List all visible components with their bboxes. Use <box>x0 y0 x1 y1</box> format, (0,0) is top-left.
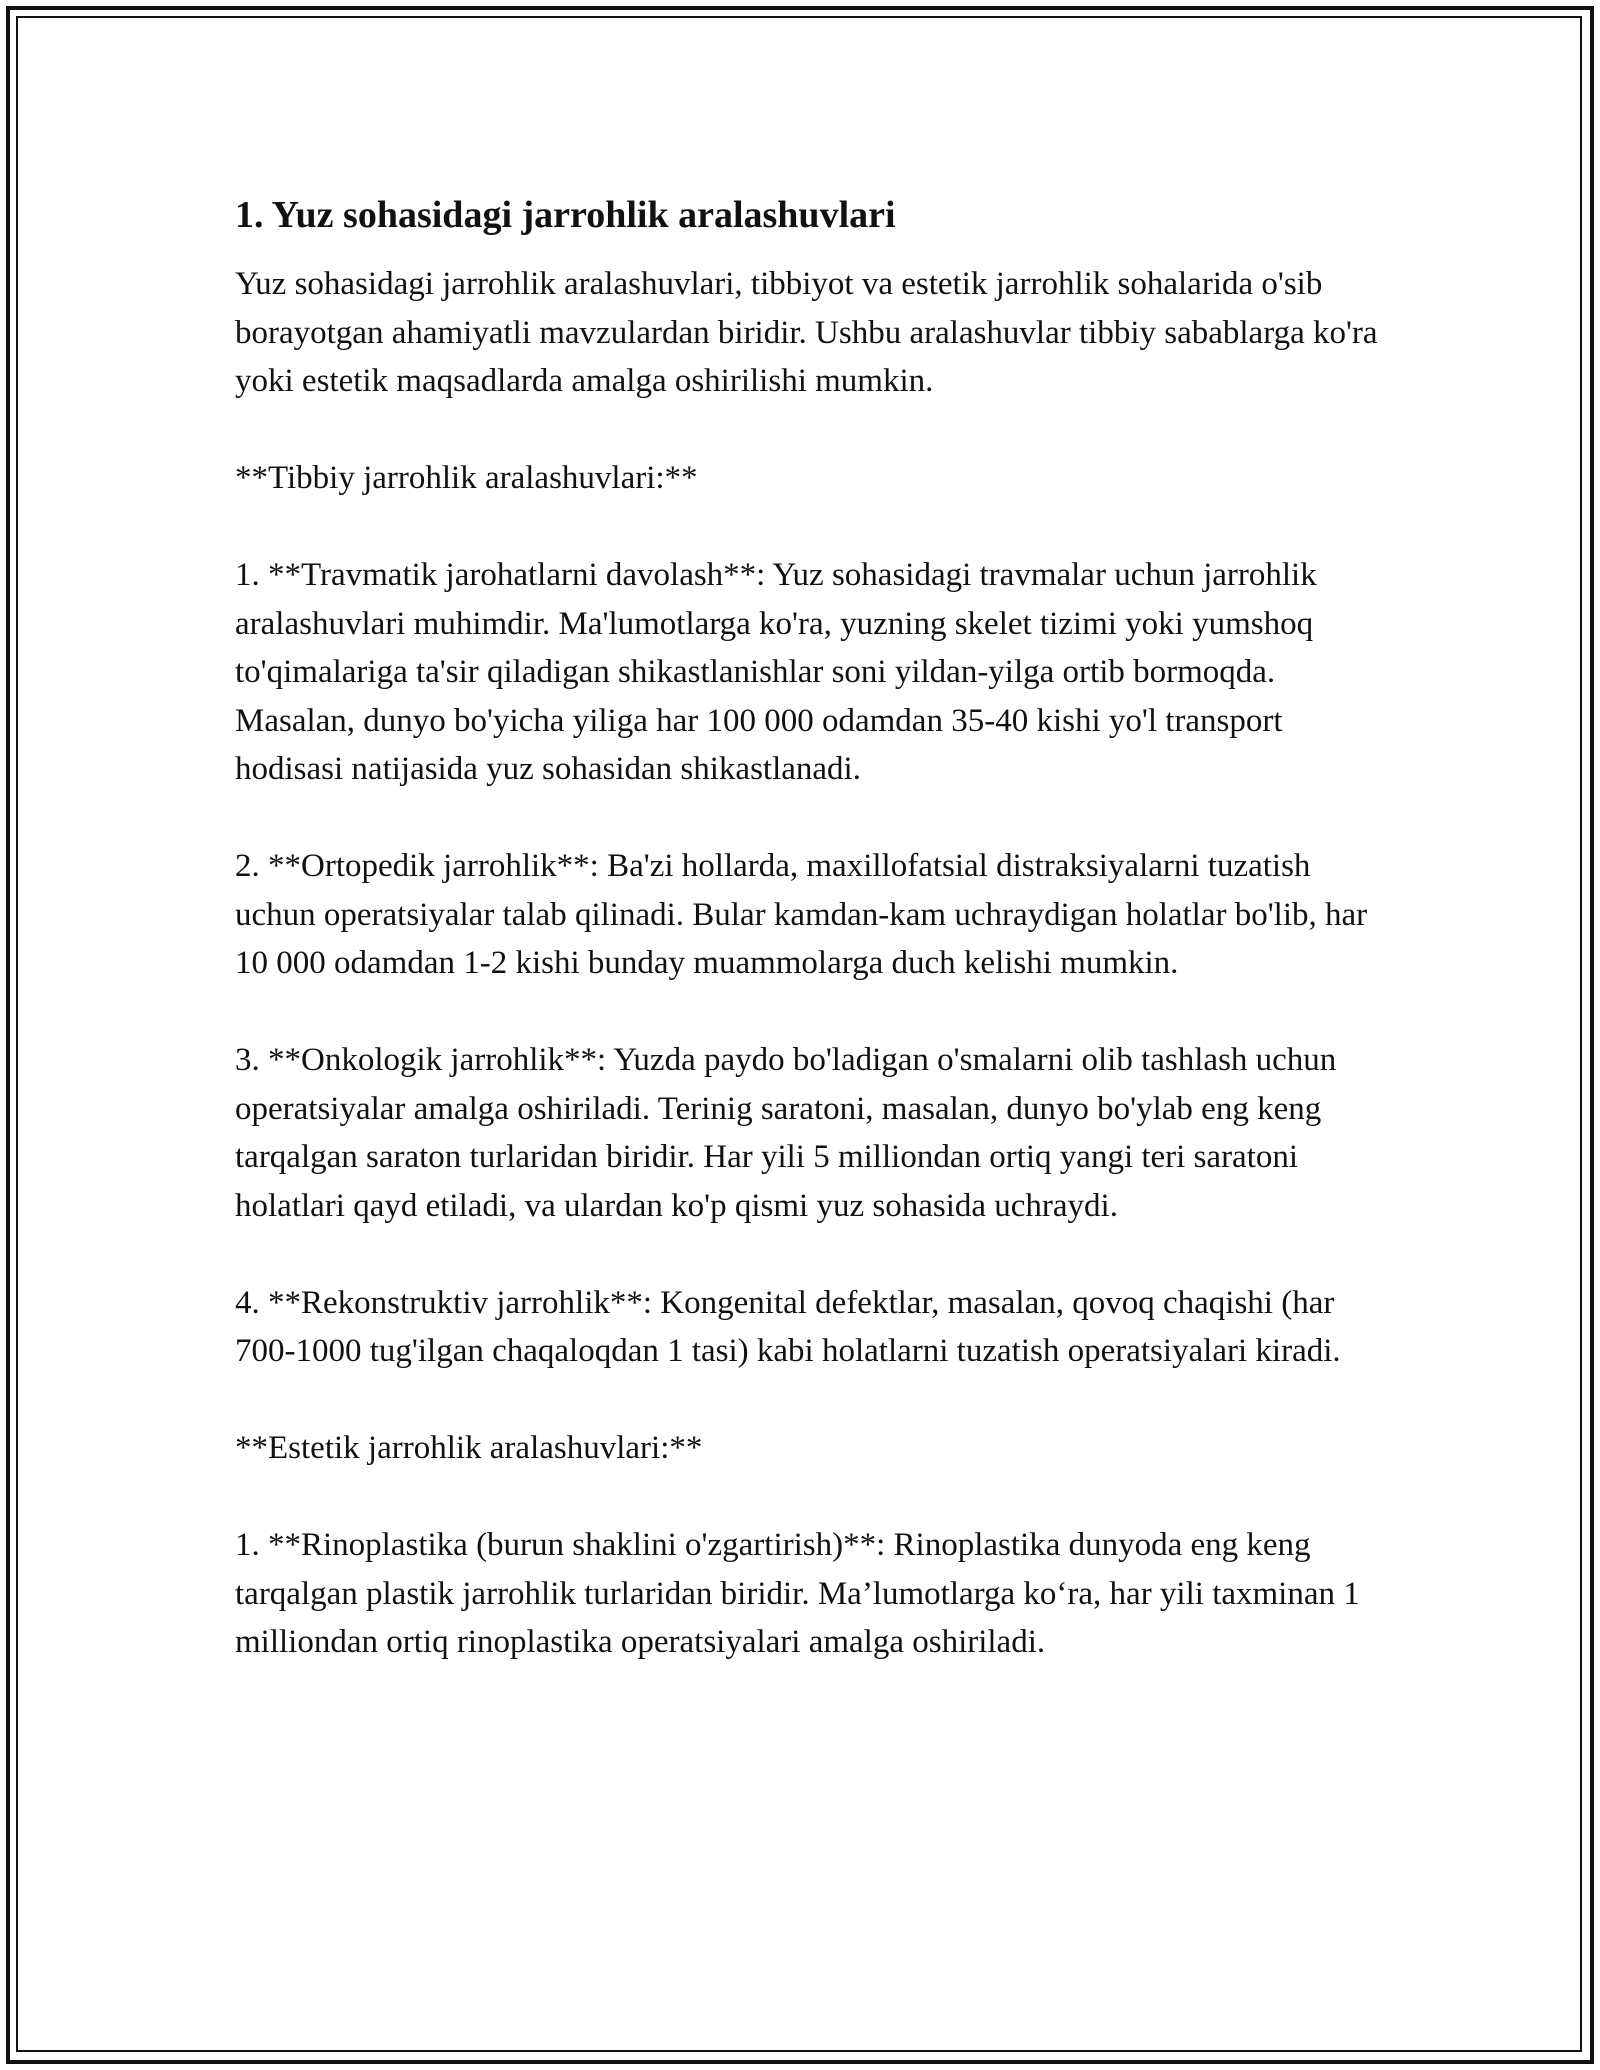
list-item-orthopedic: 2. **Ortopedik jarrohlik**: Ba'zi hollarda, maxillofatsial distraksiyalarni tuzatish uchun operatsiyalar talab qilinadi. Bular kamdan-kam uchraydigan holatlar bo'lib, har 10 000 odamdan 1-2 kishi bunday muammolarga duch kelishi mumkin. <box>235 848 1368 981</box>
list-item-trauma: 1. **Travmatik jarohatlarni davolash**: Yuz sohasidagi travmalar uchun jarrohlik aralashuvlari muhimdir. Ma'lumotlarga ko'ra, yuzning skelet tizimi yoki yumshoq to'qimalariga ta'sir qiladigan shikastlanishlar soni yildan-yilga ortib bormoqda. Masalan, dunyo bo'yicha yiliga har 100 000 odamdan 35-40 kishi yo'l transport hodisasi natijasida yuz sohasidan shikastlanadi. <box>235 557 1317 787</box>
list-item-rhinoplasty: 1. **Rinoplastika (burun shaklini o'zgartirish)**: Rinoplastika dunyoda eng keng tarqalgan plastik jarrohlik turlaridan biridir. Ma’lumotlarga ko‘ra, har yili taxminan 1 milliondan ortiq rinoplastika operatsiyalari amalga oshiriladi. <box>235 1527 1360 1660</box>
aesthetic-surgery-heading: **Estetik jarrohlik aralashuvlari:** <box>235 1430 703 1466</box>
medical-surgery-heading: **Tibbiy jarrohlik aralashuvlari:** <box>235 460 698 496</box>
list-item-oncology: 3. **Onkologik jarrohlik**: Yuzda paydo bo'ladigan o'smalarni olib tashlash uchun operatsiyalar amalga oshiriladi. Terinig saratoni, masalan, dunyo bo'ylab eng keng tarqalgan saraton turlaridan biridir. Har yili 5 milliondan ortiq yangi teri saratoni holatlari qayd etiladi, va ulardan ko'p qismi yuz sohasida uchraydi. <box>235 1042 1337 1224</box>
intro-paragraph: Yuz sohasidagi jarrohlik aralashuvlari, tibbiyot va estetik jarrohlik sohalarida o'sib borayotgan ahamiyatli mavzulardan biridir. Ushbu aralashuvlar tibbiy sabablarga ko'ra yoki estetik maqsadlarda amalga oshirilishi mumkin. <box>235 266 1378 399</box>
list-item-reconstructive: 4. **Rekonstruktiv jarrohlik**: Kongenital defektlar, masalan, qovoq chaqishi (har 700-1000 tug'ilgan chaqaloqdan 1 tasi) kabi holatlarni tuzatish operatsiyalari kiradi. <box>235 1284 1341 1369</box>
document-body <box>235 190 1395 1715</box>
section-title: 1. Yuz sohasidagi jarrohlik aralashuvlari <box>235 194 896 236</box>
